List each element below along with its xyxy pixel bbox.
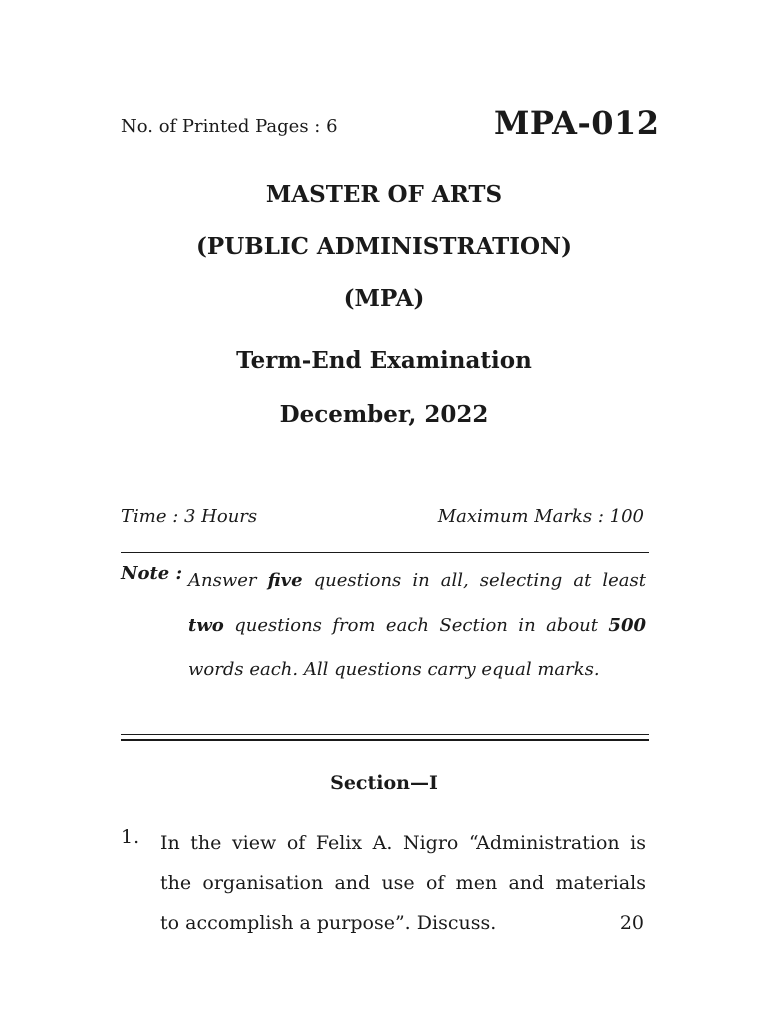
question-number: 1. bbox=[121, 826, 140, 848]
programme-abbreviation: (MPA) bbox=[343, 285, 425, 312]
divider-double-thin bbox=[121, 734, 649, 735]
divider-top bbox=[121, 552, 649, 553]
note-label: Note : bbox=[121, 563, 183, 584]
note-instructions bbox=[188, 559, 646, 693]
question-marks: 20 bbox=[619, 912, 644, 934]
question-text bbox=[160, 823, 646, 943]
note-emphasis-two: two bbox=[188, 614, 224, 636]
note-text: Answer bbox=[188, 570, 268, 591]
exam-name: Term-End Examination bbox=[236, 347, 532, 374]
divider-double-thick bbox=[121, 739, 649, 741]
question-last-line-row bbox=[160, 903, 646, 943]
course-code: MPA-012 bbox=[494, 104, 660, 142]
question-line: the organisation and use of men and materials bbox=[160, 872, 646, 894]
note-text: questions in all, selecting at least bbox=[302, 570, 646, 591]
degree-title: MASTER OF ARTS bbox=[265, 181, 503, 208]
section-heading: Section—I bbox=[330, 772, 438, 794]
question-line: to accomplish a purpose”. Discuss. bbox=[160, 912, 497, 934]
exam-duration: Time : 3 Hours bbox=[121, 506, 258, 527]
exam-date: December, 2022 bbox=[279, 401, 489, 428]
note-text: words each. All questions carry equal marks. bbox=[188, 659, 600, 680]
programme-subject: (PUBLIC ADMINISTRATION) bbox=[196, 233, 572, 260]
note-emphasis-500: 500 bbox=[608, 614, 646, 636]
maximum-marks: Maximum Marks : 100 bbox=[437, 506, 644, 527]
question-line: In the view of Felix A. Nigro “Administration is bbox=[160, 832, 646, 854]
note-emphasis-five: five bbox=[267, 570, 303, 591]
note-text: questions from each Section in about bbox=[223, 614, 609, 636]
printed-pages-count: No. of Printed Pages : 6 bbox=[121, 116, 338, 137]
